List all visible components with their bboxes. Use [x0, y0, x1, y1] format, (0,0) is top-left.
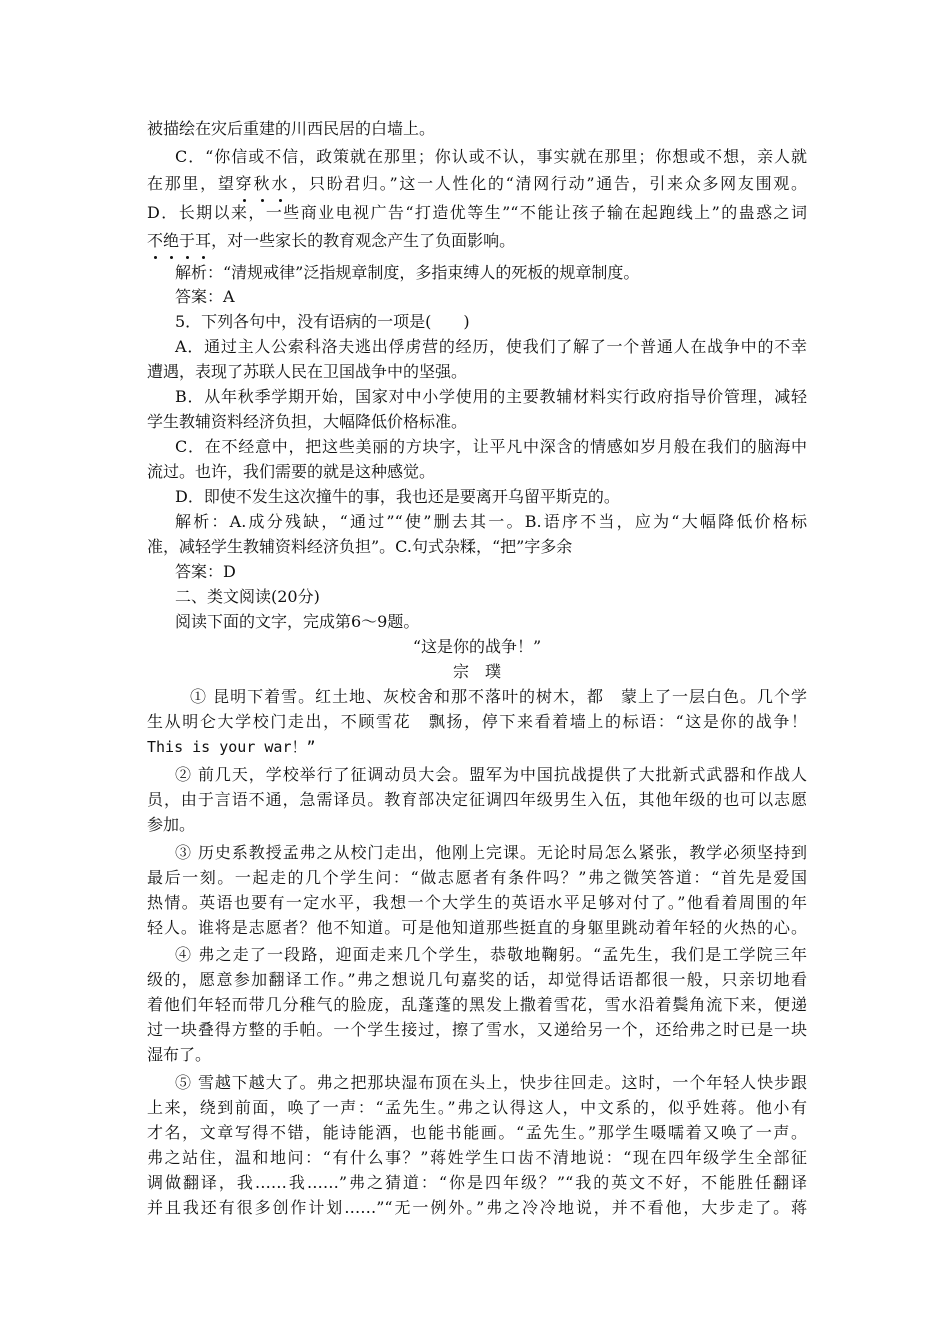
option-c-line-2: 在那里，望穿秋水，只盼君归。”这一人性化的“清网行动”通告，引来众多网友围观。	[147, 172, 807, 196]
q5-option-a-line-2: 遭遇，表现了苏联人民在卫国战争中的坚强。	[147, 362, 468, 381]
analysis-line: 解析：“清规戒律”泛指规章制度，多指束缚人的死板的规章制度。	[175, 263, 640, 282]
q5-option-b-line-2: 学生教辅资料经济负担，大幅降低价格标准。	[147, 412, 468, 431]
emphasis-dots-text	[236, 174, 290, 193]
q5-option-c-line-2: 流过。也许，我们需要的就是这种感觉。	[147, 462, 436, 481]
emphasis-dot-char: 于	[179, 229, 195, 253]
paragraph-3-line-2: 最后一刻。一起走的几个学生问：“做志愿者有条件吗？”弗之微笑答道：“首先是爱国	[147, 868, 807, 887]
paragraph-1-line-1: ① 昆明下着雪。红土地、灰校舍和那不落叶的树木，都 蒙上了一层白色。几个学	[190, 687, 807, 706]
paragraph-4-line-3: 着他们年轻而带几分稚气的脸庞，乱蓬蓬的黑发上撒着雪花，雪水沿着鬓角流下来，便递	[147, 995, 807, 1014]
emphasis-dot-char: 绝	[163, 229, 179, 253]
q5-analysis-line-2: 准，减轻学生教辅资料经济负担”。C.句式杂糅，“把”字多余	[147, 537, 573, 556]
text-line: 被描绘在灾后重建的川西民居的白墙上。	[147, 119, 436, 138]
emphasis-dot-char: 水	[272, 172, 290, 196]
paragraph-3-line-3: 热情。英语也要有一定水平，我想一个大学生的英语水平足够对付了。”他看着周围的年	[147, 893, 807, 912]
paragraph-3-line-1: ③ 历史系教授孟弗之从校门走出，他刚上完课。无论时局怎么紧张，教学必须坚持到	[175, 843, 807, 862]
paragraph-5-line-1: ⑤ 雪越下越大了。弗之把那块湿布顶在头上，快步往回走。这时，一个年轻人快步跟	[175, 1073, 807, 1092]
paragraph-4-line-4: 过一块叠得方整的手帕。一个学生接过，擦了雪水，又递给另一个，还给弗之时已是一块	[147, 1020, 807, 1039]
paragraph-2-line-1: ② 前几天，学校举行了征调动员大会。盟军为中国抗战提供了大批新式武器和作战人	[175, 765, 807, 784]
q5-analysis-line-1: 解析：A.成分残缺，“通过”“使”删去其一。B.语序不当，应为“大幅降低价格标	[175, 512, 807, 531]
section-heading: 二、类文阅读(20分)	[175, 587, 320, 606]
paragraph-5-line-3: 才名，文章写得不错，能诗能酒，也能书能画。“孟先生。”那学生嗫嚅着又唤了一声。	[147, 1123, 807, 1142]
emphasis-dots-text	[147, 231, 211, 250]
emphasis-dot-char: 不	[147, 229, 163, 253]
q5-option-c-line-1: C．在不经意中，把这些美丽的方块字，让平凡中深含的情感如岁月般在我们的脑海中	[175, 437, 807, 456]
q5-option-d: D．即使不发生这次撞牛的事，我也还是要离开乌留平斯克的。	[175, 487, 620, 506]
option-d-line-2: 不绝于耳，对一些家长的教育观念产生了负面影响。	[147, 229, 807, 253]
paragraph-2-line-2: 员，由于言语不通，急需译员。教育部决定征调四年级男生入伍，其他年级的也可以志愿	[147, 790, 807, 809]
article-title: “这是你的战争！”	[412, 637, 542, 656]
question-5-stem: 5．下列各句中，没有语病的一项是( )	[175, 312, 470, 331]
answer-line: 答案：A	[175, 287, 235, 306]
q5-option-a-line-1: A．通过主人公索科洛夫逃出俘虏营的经历，使我们了解了一个普通人在战争中的不幸	[175, 337, 807, 356]
paragraph-4-line-5: 湿布了。	[147, 1045, 212, 1064]
q5-answer: 答案：D	[175, 562, 236, 581]
paragraph-1-line-3: This is your war！”	[147, 738, 316, 756]
paragraph-3-line-4: 轻人。谁将是志愿者？他不知道。可是他知道那些挺直的身躯里跳动着年轻的火热的心。	[147, 918, 807, 937]
reading-instruction: 阅读下面的文字，完成第6～9题。	[175, 612, 420, 631]
emphasis-dot-char: 秋	[254, 172, 272, 196]
paragraph-1-line-2: 生从明仑大学校门走出，不顾雪花 飘扬，停下来看着墙上的标语：“这是你的战争！	[147, 712, 807, 731]
paragraph-5-line-5: 调做翻译，我……我……”弗之猜道：“你是四年级？”“我的英文不好，不能胜任翻译	[147, 1173, 807, 1192]
paragraph-5-line-4: 弗之站住，温和地问：“有什么事？”蒋姓学生口齿不清地说：“现在四年级学生全部征	[147, 1148, 807, 1167]
option-c-line-1: C．“你信或不信，政策就在那里；你认或不认，事实就在那里；你想或不想，亲人就	[175, 147, 807, 166]
emphasis-dot-char: 穿	[236, 172, 254, 196]
q5-option-b-line-1: B．从年秋季学期开始，国家对中小学使用的主要教辅材料实行政府指导价管理，减轻	[175, 387, 807, 406]
paragraph-4-line-2: 级的，愿意参加翻译工作。”弗之想说几句嘉奖的话，却觉得话语都很一般，只亲切地看	[147, 970, 807, 989]
option-d-line-1: D．长期以来，一些商业电视广告“打造优等生”“不能让孩子输在起跑线上”的蛊惑之词	[147, 203, 807, 222]
emphasis-dot-char: 耳	[195, 229, 211, 253]
paragraph-5-line-2: 上来，绕到前面，唤了一声：“孟先生。”弗之认得这人，中文系的，似乎姓蒋。他小有	[147, 1098, 807, 1117]
paragraph-4-line-1: ④ 弗之走了一段路，迎面走来几个学生，恭敬地鞠躬。“孟先生，我们是工学院三年	[175, 945, 807, 964]
paragraph-5-line-6: 并且我还有很多创作计划……”“无一例外。”弗之冷冷地说，并不看他，大步走了。蒋	[147, 1198, 807, 1217]
article-author: 宗 璞	[452, 662, 501, 681]
paragraph-2-line-3: 参加。	[147, 815, 196, 834]
